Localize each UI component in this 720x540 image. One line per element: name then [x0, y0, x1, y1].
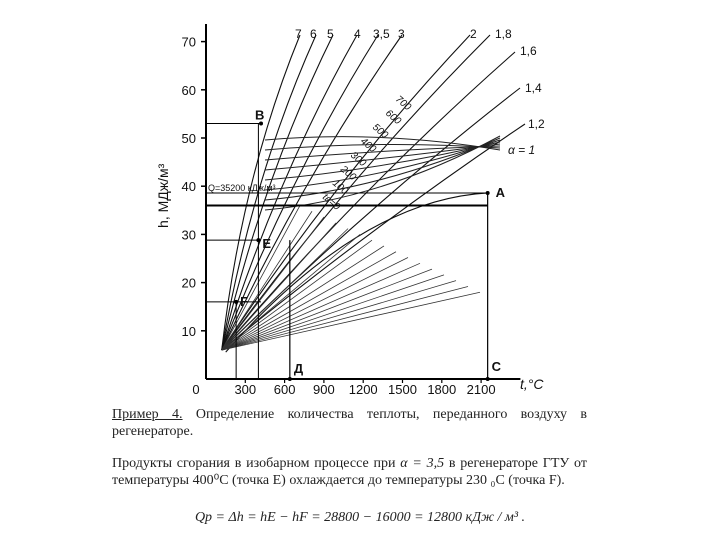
point-label-E: E: [262, 236, 272, 252]
example-label: Пример 4.: [112, 407, 183, 422]
y-tick-label: 50: [181, 131, 196, 146]
alpha-label: 3,5: [373, 27, 390, 41]
alpha-curve: [222, 52, 515, 350]
x-tick-label: 1800: [427, 382, 457, 397]
x-tick-label: 0: [192, 382, 200, 397]
axes: [201, 24, 520, 383]
y-axis-title: h, МДж/м³: [155, 163, 171, 228]
q-label: Q=35200 кДж/м³: [208, 182, 276, 193]
y-tick-label: 30: [181, 227, 196, 243]
alpha-curves: [222, 35, 525, 352]
heat-formula: Qр = Δh = hE − hF = 28800 − 16000 = 12800 кДж / м³ .: [194, 510, 526, 525]
paragraph-prefix: Продукты сгорания в изобарном процессе при: [112, 456, 396, 471]
alpha-label: 1,4: [525, 81, 542, 95]
temperature-label: 300: [348, 149, 368, 170]
alpha-label: 1,6: [520, 44, 537, 58]
x-axis-title: t,°C: [520, 376, 544, 392]
point-label-B: B: [255, 107, 265, 123]
temperature-label: 400: [358, 135, 378, 156]
point-F: [234, 300, 238, 304]
alpha-label: 2: [470, 27, 477, 41]
point-label-F: F: [240, 293, 249, 309]
y-tick-label: 60: [181, 82, 196, 98]
point-A: [486, 191, 490, 195]
diagram-labels: [155, 27, 545, 397]
x-tick-label: 300: [234, 382, 257, 397]
temperature-label: 700: [393, 93, 413, 114]
y-tick-label: 10: [181, 323, 196, 339]
point-label-Д: Д: [293, 361, 304, 376]
y-tick-label: 20: [181, 275, 196, 291]
temperature-label: tв=0: [320, 191, 343, 213]
temperature-label: 600: [383, 107, 403, 128]
example-text: Определение количества теплоты, переданного воздуху в регенераторе.: [112, 407, 588, 439]
alpha-label: 1,2: [528, 117, 545, 131]
x-tick-label: 2100: [466, 382, 496, 397]
ray-line: [222, 258, 408, 351]
example-caption: [112, 406, 587, 440]
alpha-value: α = 3,5: [400, 456, 445, 471]
temperature-label: 200: [338, 163, 358, 184]
temperature-label: 500: [370, 121, 390, 142]
x-tick-label: 1200: [348, 382, 378, 397]
point-label-C: C: [491, 359, 502, 374]
alpha-label: 4: [354, 27, 361, 41]
x-tick-label: 900: [313, 382, 335, 397]
alpha-label: 6: [310, 27, 317, 41]
alpha-label: 1,8: [495, 27, 512, 41]
point-E: [256, 238, 260, 242]
point-label-A: A: [495, 184, 506, 200]
y-tick-label: 70: [181, 34, 196, 50]
x-tick-label: 1500: [388, 382, 417, 397]
alpha-curve: [222, 88, 520, 350]
x-tick-label: 600: [273, 382, 296, 397]
y-tick-label: 40: [181, 179, 196, 195]
alpha-label: 7: [295, 27, 302, 41]
point-Д: [288, 377, 292, 381]
example-paragraph: [112, 455, 587, 489]
ray-line: [222, 292, 480, 350]
alpha-label: 3: [398, 27, 405, 41]
paragraph-text: в регенераторе ГТУ от температуры 400⁰С (точка Е) охлаждается до температуры 230 ₀С (точка F).: [112, 456, 587, 488]
alpha-label: 5: [327, 27, 334, 41]
temperature-label: 100: [330, 177, 350, 198]
point-C: [486, 377, 490, 381]
alpha-label: α = 1: [508, 143, 536, 157]
